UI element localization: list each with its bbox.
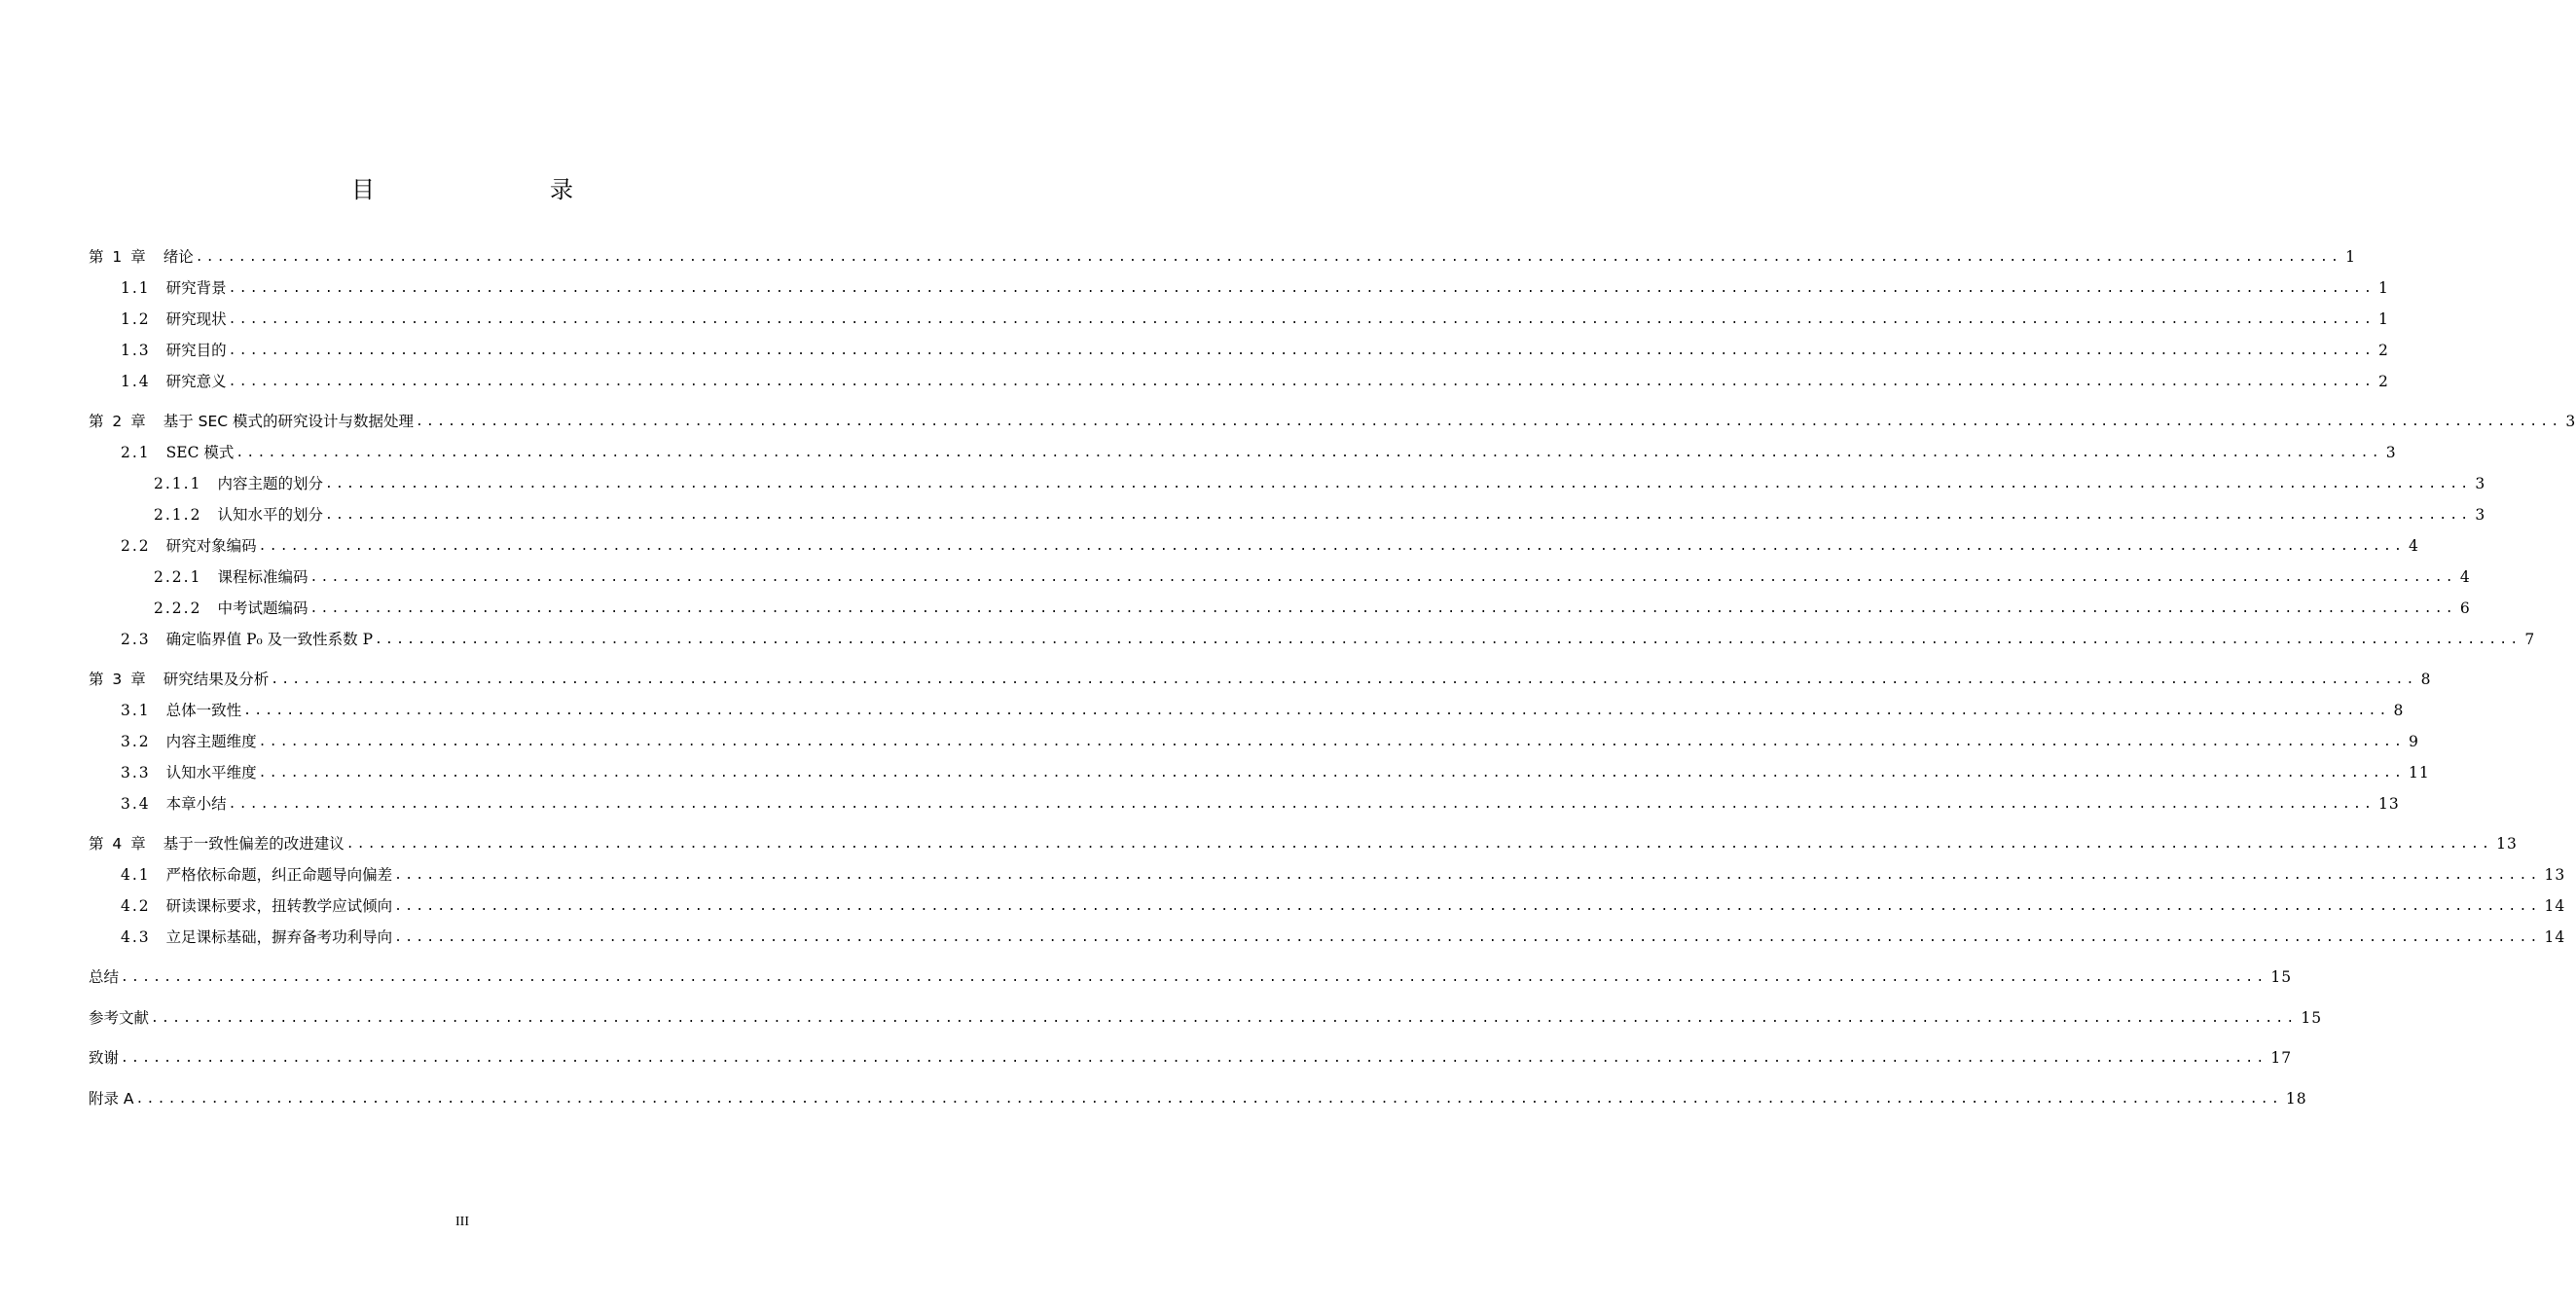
toc-entry-label bbox=[89, 1007, 149, 1029]
toc-entry[interactable] bbox=[154, 563, 2471, 588]
toc-entry-text: 绪论 bbox=[163, 248, 194, 266]
toc-entry-number: 1.2 bbox=[121, 310, 151, 328]
toc-entry-text: 基于 SEC 模式的研究设计与数据处理 bbox=[163, 413, 415, 430]
toc-entry-number: 第 4 章 bbox=[89, 835, 148, 853]
toc-entry-number: 1.4 bbox=[121, 373, 151, 390]
toc-entry-page: 3 bbox=[2385, 444, 2397, 461]
toc-entry-label bbox=[121, 793, 227, 815]
toc-entry[interactable] bbox=[121, 923, 2566, 948]
toc-entry[interactable] bbox=[154, 500, 2486, 526]
toc-entry-page: 11 bbox=[2409, 764, 2430, 781]
toc-entry-page: 4 bbox=[2459, 568, 2471, 586]
toc-leader-dots: ........................................................................................................................................................................................................ bbox=[309, 570, 2456, 585]
toc-entry-label bbox=[121, 895, 392, 917]
toc-entry-text: 研读课标要求，扭转教学应试倾向 bbox=[165, 897, 393, 915]
toc-entry-page: 3 bbox=[2475, 475, 2486, 492]
toc-entry-number: 4.1 bbox=[121, 866, 151, 884]
toc-leader-dots: ........................................................................................................................................................................................................ bbox=[324, 477, 2472, 491]
toc-entry-text: 总结 bbox=[89, 968, 120, 986]
toc-entry[interactable] bbox=[89, 242, 2356, 268]
toc-entry-text: 研究意义 bbox=[165, 373, 227, 390]
toc-entry[interactable] bbox=[121, 305, 2389, 330]
toc-entry-text: 本章小结 bbox=[165, 795, 227, 813]
toc-leader-dots: ........................................................................................................................................................................................................ bbox=[416, 415, 2562, 429]
toc-leader-dots: ........................................................................................................................................................................................................ bbox=[394, 899, 2541, 914]
toc-entry-number: 2.2 bbox=[121, 537, 151, 555]
toc-entry[interactable] bbox=[89, 1043, 2293, 1069]
toc-entry-text: 认知水平维度 bbox=[165, 764, 257, 781]
toc-entry-text: 中考试题编码 bbox=[217, 600, 308, 617]
toc-entry-text: 立足课标基础，摒弃备考功利导向 bbox=[165, 928, 393, 946]
toc-entry-number: 1.3 bbox=[121, 342, 151, 359]
toc-entry[interactable] bbox=[121, 789, 2400, 815]
toc-entry[interactable] bbox=[121, 336, 2389, 361]
toc-entry-text: 课程标准编码 bbox=[217, 568, 308, 586]
toc-entry-page: 13 bbox=[2544, 866, 2566, 884]
toc-entry[interactable] bbox=[121, 625, 2536, 650]
toc-entry-label bbox=[121, 371, 227, 392]
toc-entry-text: 致谢 bbox=[89, 1049, 120, 1067]
toc-entry-page: 1 bbox=[2378, 279, 2389, 297]
toc-entry-label bbox=[89, 1088, 134, 1109]
toc-entry-text: 研究对象编码 bbox=[165, 537, 257, 555]
toc-entry-label bbox=[89, 411, 414, 432]
toc-entry-number: 第 1 章 bbox=[89, 248, 148, 266]
toc-entry[interactable] bbox=[154, 469, 2486, 494]
toc-entry-text: 参考文献 bbox=[89, 1009, 150, 1027]
toc-entry-text: SEC 模式 bbox=[165, 444, 235, 461]
toc-entry-text: 研究结果及分析 bbox=[163, 671, 270, 688]
toc-entry[interactable] bbox=[89, 829, 2518, 854]
toc-entry-label bbox=[121, 277, 227, 299]
toc-leader-dots: ........................................................................................................................................................................................................ bbox=[121, 1051, 2268, 1066]
toc-entry-page: 2 bbox=[2378, 342, 2389, 359]
toc-entry-page: 13 bbox=[2378, 795, 2400, 813]
toc-leader-dots: ........................................................................................................................................................................................................ bbox=[271, 672, 2417, 687]
toc-entry-text: 研究现状 bbox=[165, 310, 227, 328]
toc-entry[interactable] bbox=[121, 531, 2419, 557]
toc-entry[interactable] bbox=[89, 665, 2432, 690]
toc-entry-number: 第 3 章 bbox=[89, 671, 148, 688]
toc-entry-number: 2.3 bbox=[121, 631, 151, 648]
page-number: III bbox=[455, 1215, 469, 1229]
toc-entry-number: 3.3 bbox=[121, 764, 151, 781]
toc-entry-text: 内容主题维度 bbox=[165, 733, 257, 750]
toc-entry-label bbox=[121, 700, 241, 721]
toc-entry-label bbox=[89, 1047, 119, 1069]
toc-entry-label bbox=[121, 340, 227, 361]
toc-entry-number: 第 2 章 bbox=[89, 413, 148, 430]
toc-entry-page: 9 bbox=[2409, 733, 2419, 750]
toc-leader-dots: ........................................................................................................................................................................................................ bbox=[394, 868, 2541, 883]
toc-entry[interactable] bbox=[89, 1084, 2307, 1109]
toc-entry-page: 1 bbox=[2378, 310, 2389, 328]
toc-entry-number: 2.1.2 bbox=[154, 506, 202, 524]
toc-entry-label bbox=[89, 246, 194, 268]
toc-entry-page: 8 bbox=[2393, 702, 2405, 719]
toc-entry-page: 3 bbox=[2475, 506, 2486, 524]
toc-leader-dots: ........................................................................................................................................................................................................ bbox=[228, 375, 2376, 389]
toc-entry-number: 3.2 bbox=[121, 733, 151, 750]
toc-entry[interactable] bbox=[89, 963, 2293, 988]
toc-entry[interactable] bbox=[121, 727, 2419, 752]
toc-entry-label bbox=[154, 504, 323, 526]
toc-entry-text: 研究背景 bbox=[165, 279, 227, 297]
toc-leader-dots: ........................................................................................................................................................................................................ bbox=[228, 797, 2376, 812]
toc-entry-label bbox=[121, 731, 257, 752]
toc-leader-dots: ........................................................................................................................................................................................................ bbox=[228, 312, 2376, 327]
toc-entry-label bbox=[121, 762, 257, 783]
toc-leader-dots: ........................................................................................................................................................................................................ bbox=[121, 970, 2268, 985]
toc-entry[interactable] bbox=[121, 860, 2566, 886]
toc-leader-dots: ........................................................................................................................................................................................................ bbox=[375, 633, 2522, 647]
toc-leader-dots: ........................................................................................................................................................................................................ bbox=[394, 930, 2541, 945]
toc-entry[interactable] bbox=[89, 1003, 2323, 1029]
toc-entry-page: 2 bbox=[2378, 373, 2389, 390]
toc-entry-number: 1.1 bbox=[121, 279, 151, 297]
toc-entry-number: 3.4 bbox=[121, 795, 151, 813]
toc-leader-dots: ........................................................................................................................................................................................................ bbox=[236, 446, 2382, 460]
toc-leader-dots: ........................................................................................................................................................................................................ bbox=[258, 735, 2406, 749]
toc-leader-dots: ........................................................................................................................................................................................................ bbox=[324, 508, 2472, 523]
toc-leader-dots: ........................................................................................................................................................................................................ bbox=[258, 766, 2406, 781]
toc-entry[interactable] bbox=[121, 696, 2405, 721]
page-title: 目 录 bbox=[351, 176, 616, 203]
toc-entry-label bbox=[89, 833, 345, 854]
toc-entry-page: 14 bbox=[2544, 897, 2566, 915]
toc-leader-dots: ........................................................................................................................................................................................................ bbox=[345, 837, 2493, 852]
toc-entry-page: 13 bbox=[2496, 835, 2518, 853]
toc-entry-number: 3.1 bbox=[121, 702, 151, 719]
toc-entry-page: 3 bbox=[2565, 413, 2576, 430]
toc-entry-label bbox=[121, 926, 392, 948]
toc-entry-label bbox=[154, 566, 308, 588]
toc-entry-number: 2.2.1 bbox=[154, 568, 202, 586]
toc-entry-text: 严格依标命题，纠正命题导向偏差 bbox=[165, 866, 393, 884]
toc-leader-dots: ........................................................................................................................................................................................................ bbox=[151, 1011, 2298, 1026]
toc-entry-page: 7 bbox=[2524, 631, 2536, 648]
toc-entry-text: 认知水平的划分 bbox=[217, 506, 323, 524]
toc-entry-page: 17 bbox=[2270, 1049, 2293, 1067]
toc-entry-number: 4.3 bbox=[121, 928, 151, 946]
toc-entry-text: 基于一致性偏差的改进建议 bbox=[163, 835, 345, 853]
toc-entry-text: 总体一致性 bbox=[165, 702, 242, 719]
toc-entry[interactable] bbox=[121, 273, 2389, 299]
toc-entry-label bbox=[154, 473, 323, 494]
toc-leader-dots: ........................................................................................................................................................................................................ bbox=[243, 704, 2390, 718]
toc-entry-text: 确定临界值 P₀ 及一致性系数 P bbox=[165, 631, 374, 648]
toc-leader-dots: ........................................................................................................................................................................................................ bbox=[135, 1092, 2282, 1107]
toc-entry-label bbox=[89, 669, 269, 690]
toc-leader-dots: ........................................................................................................................................................................................................ bbox=[258, 539, 2406, 554]
toc-entry-text: 内容主题的划分 bbox=[217, 475, 323, 492]
toc-entry-page: 8 bbox=[2420, 671, 2432, 688]
toc-entry[interactable] bbox=[121, 367, 2389, 392]
toc-entry-number: 2.1.1 bbox=[154, 475, 202, 492]
toc-entry-label bbox=[121, 535, 257, 557]
toc-entry[interactable] bbox=[89, 407, 2576, 432]
toc-entry-page: 4 bbox=[2409, 537, 2419, 555]
toc-entry[interactable] bbox=[121, 758, 2430, 783]
toc-entry-page: 14 bbox=[2544, 928, 2566, 946]
toc-leader-dots: ........................................................................................................................................................................................................ bbox=[228, 344, 2376, 358]
toc-entry-label bbox=[121, 864, 392, 886]
toc-entry-label bbox=[89, 966, 119, 988]
toc-entry-number: 4.2 bbox=[121, 897, 151, 915]
toc-entry-number: 2.2.2 bbox=[154, 600, 202, 617]
toc-leader-dots: ........................................................................................................................................................................................................ bbox=[309, 601, 2456, 616]
toc-entry[interactable] bbox=[154, 594, 2471, 619]
toc-leader-dots: ........................................................................................................................................................................................................ bbox=[228, 281, 2376, 296]
toc-entry-page: 1 bbox=[2345, 248, 2356, 266]
toc-entry[interactable] bbox=[121, 891, 2566, 917]
toc-entry-page: 6 bbox=[2459, 600, 2471, 617]
toc-entry-label bbox=[121, 309, 227, 330]
toc-entry-text: 研究目的 bbox=[165, 342, 227, 359]
toc-entry-text: 附录 A bbox=[89, 1090, 134, 1108]
toc-entry[interactable] bbox=[121, 438, 2397, 463]
toc-entry-label bbox=[154, 598, 308, 619]
toc-entry-label bbox=[121, 442, 234, 463]
toc-entry-page: 18 bbox=[2285, 1090, 2307, 1108]
toc-entry-page: 15 bbox=[2301, 1009, 2323, 1027]
toc-leader-dots: ........................................................................................................................................................................................................ bbox=[195, 250, 2342, 265]
toc-entry-page: 15 bbox=[2270, 968, 2293, 986]
toc-entry-number: 2.1 bbox=[121, 444, 151, 461]
toc-entry-label bbox=[121, 629, 373, 650]
